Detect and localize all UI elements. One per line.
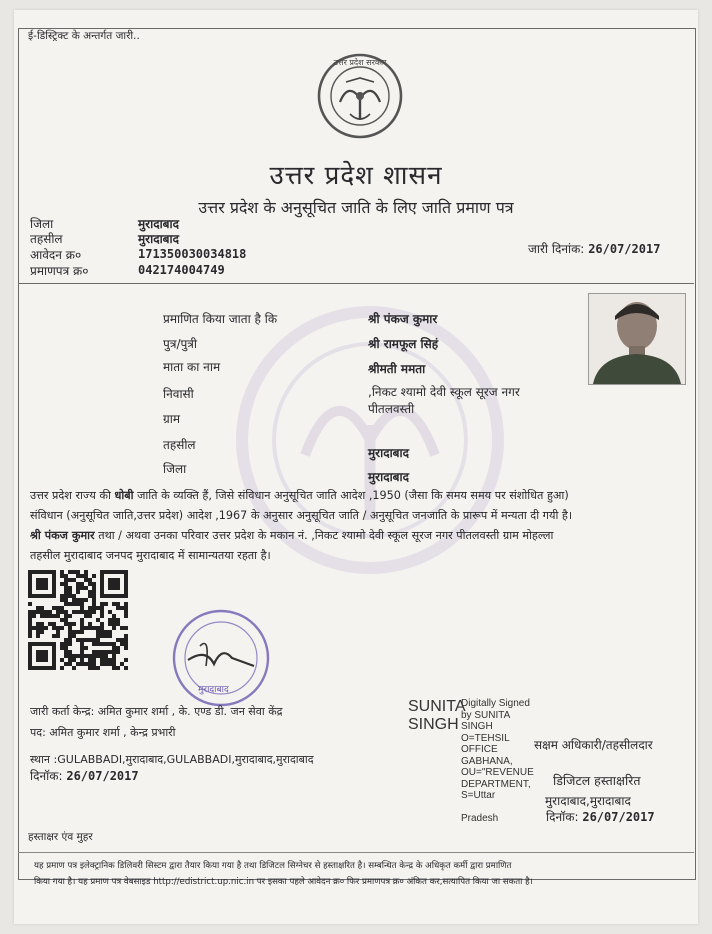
signature-detail-line: DEPARTMENT, xyxy=(461,778,531,790)
signature-detail-line: Pradesh xyxy=(461,813,499,824)
village-label: ग्राम xyxy=(163,412,181,426)
residence-line-1: ,निकट श्यामो देवी स्कूल सूरज नगर xyxy=(368,385,520,399)
residence-line-2: पीतलवस्ती xyxy=(368,402,415,416)
footer-line-1: यह प्रमाण पत्र इलेक्ट्रानिक डिलिवरी सिस्टम द्वारा तैयार किया गया है तथा डिजिटल सिग्नेचर से हस्ताक्षरित है। सम्बन्धित केन्द्र के अधिकृत कर्मी द्वारा प्रमाणित xyxy=(34,861,512,871)
signature-detail-line: S=Uttar xyxy=(461,790,496,801)
certificate-paragraph-line-3 xyxy=(30,525,553,546)
paragraph-text: जाति के व्यक्ति हैं, जिसे संविधान अनुसूचित जाति आदेश ,1950 (जैसा कि समय समय पर संशोधित हुआ) xyxy=(137,489,569,502)
mother-name: श्रीमती ममता xyxy=(368,362,426,376)
signature-detail-line: by SUNITA xyxy=(461,709,511,721)
signature-detail-line: SINGH xyxy=(461,721,493,732)
certify-label: प्रमाणित किया जाता है कि xyxy=(163,312,278,326)
digitally-signed-label: डिजिटल हस्ताक्षरित xyxy=(553,773,641,788)
caste-name: धोबी xyxy=(114,489,134,502)
issuing-center: जारी कर्ता केन्द्र: अमित कुमार शर्मा , के. एण्ड डी. जन सेवा केंद्र xyxy=(30,705,283,718)
page-subtitle: उत्तर प्रदेश के अनुसूचित जाति के लिए जाति प्रमाण पत्र xyxy=(198,198,514,217)
issuer-date-label: दिनॉक: xyxy=(30,769,63,783)
sign-and-seal-label: हस्ताक्षर एंव मुहर xyxy=(28,831,93,843)
issue-date-value: 26/07/2017 xyxy=(588,242,661,256)
district-label: जिला xyxy=(163,462,187,476)
meta-tehsil-value: मुरादाबाद xyxy=(138,232,180,246)
page-title: उत्तर प्रदेश शासन xyxy=(269,161,443,191)
qr-code xyxy=(28,570,128,670)
signature-detail-line: OFFICE xyxy=(461,744,498,755)
authority-title: सक्षम अधिकारी/तहसीलदार xyxy=(534,738,653,752)
issuer-date xyxy=(30,767,139,784)
issue-date xyxy=(528,240,660,257)
certificate-number-label: प्रमाणपत्र क्र० xyxy=(30,264,89,278)
district-value: मुरादाबाद xyxy=(368,470,410,484)
tehsil-label: तहसील xyxy=(163,438,196,452)
e-district-note: ई-डिस्ट्रिक्ट के अन्तर्गत जारी.. xyxy=(28,30,140,42)
application-number-label: आवेदन क्र० xyxy=(30,248,82,262)
authority-date-label: दिनॉक: xyxy=(546,810,579,824)
paragraph-text: तथा / अथवा उनका परिवार उत्तर प्रदेश के मकान नं. ,निकट श्यामो देवी स्कूल सूरज नगर पीतलवस्ती ग्राम मोहल्ला xyxy=(98,529,554,542)
holder-name: श्री पंकज कुमार xyxy=(368,312,438,326)
signature-detail-line: GABHANA, xyxy=(461,755,513,767)
applicant-photo xyxy=(588,293,686,385)
signer-name-line-1: SUNITA xyxy=(408,698,466,715)
signature-detail-line: O=TEHSIL xyxy=(461,732,510,744)
mother-label: माता का नाम xyxy=(163,360,221,374)
certificate-paragraph-line-1 xyxy=(30,485,569,506)
issuer-date-value: 26/07/2017 xyxy=(66,769,139,783)
meta-tehsil-label: तहसील xyxy=(30,232,63,246)
holder-name-inline: श्री पंकज कुमार xyxy=(30,529,95,542)
issuer-post: पद: अमित कुमार शर्मा , केन्द्र प्रभारी xyxy=(30,726,176,739)
authority-date xyxy=(546,808,655,825)
parent-label: पुत्र/पुत्री xyxy=(163,337,198,351)
issue-place: स्थान :GULABBADI,मुरादाबाद,GULABBADI,मुरादाबाद,मुरादाबाद xyxy=(30,753,314,766)
digital-signature-details xyxy=(461,698,534,825)
signature-detail-line xyxy=(461,802,534,814)
emblem-text: उत्तर प्रदेश सरकार xyxy=(333,58,387,67)
signature-detail-line: Digitally Signed xyxy=(461,698,530,709)
father-name: श्री रामफूल सिहं xyxy=(368,337,439,351)
application-number: 171350030034818 xyxy=(138,247,247,261)
signature-detail-line: OU="REVENUE xyxy=(461,767,534,778)
tehsil-value: मुरादाबाद xyxy=(368,446,410,460)
certificate-number: 042174004749 xyxy=(138,263,225,277)
issue-date-label: जारी दिनांक: xyxy=(528,242,585,256)
signer-name-line-2: SINGH xyxy=(408,716,459,733)
seal-text: मुरादाबाद xyxy=(198,685,229,695)
authority-place: मुरादाबाद,मुरादाबाद xyxy=(545,794,631,808)
residence-label: निवासी xyxy=(163,387,194,401)
footer-line-2: किया गया है। यह प्रमाण पत्र वेबसाइड http://edistrict.up.nic.in पर इसका पहले आवेदन क्र० फिर प्रमाणपत्र क्र० अंकित कर,सत्यापित किया जा सकता है। xyxy=(34,877,533,887)
certificate-paragraph-line-4: तहसील मुरादाबाद जनपद मुरादाबाद में सामान्यतया रहता है। xyxy=(30,549,271,562)
meta-district-value: मुरादाबाद xyxy=(138,217,180,231)
certificate-paragraph-line-2: संविधान (अनुसूचित जाति,उत्तर प्रदेश) आदेश ,1967 के अनुसार अनुसूचित जाति / अनुसूचित जनजाति के प्रारूप में मन्यता दी गयी है। xyxy=(30,509,573,522)
meta-district-label: जिला xyxy=(30,217,54,231)
authority-date-value: 26/07/2017 xyxy=(582,810,655,824)
paragraph-text: उत्तर प्रदेश राज्य की xyxy=(30,489,111,502)
footer-divider xyxy=(18,852,694,853)
